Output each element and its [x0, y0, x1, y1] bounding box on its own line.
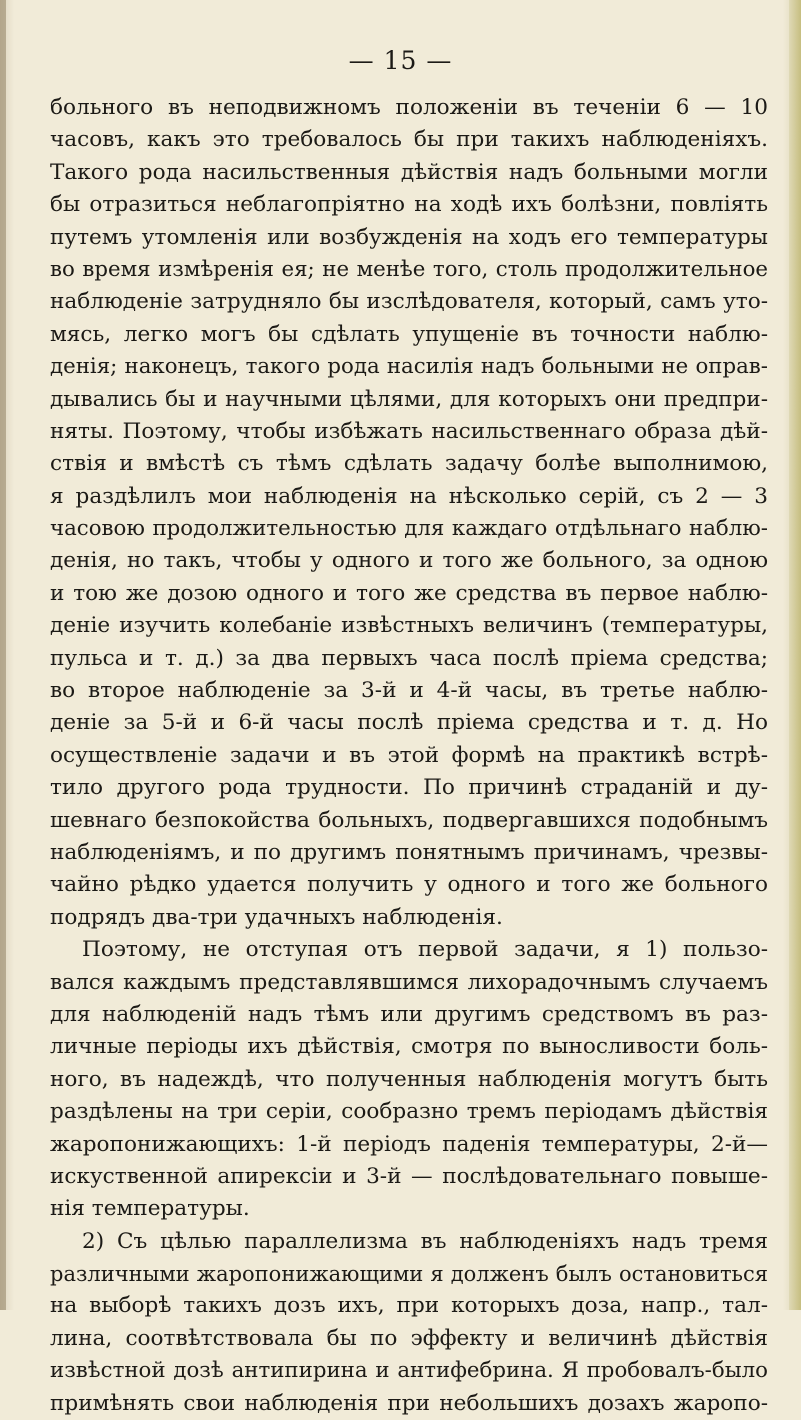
text-line: дывались бы и научными цѣлями, для которыхъ они предпри-: [50, 386, 768, 412]
text-line: на выборѣ такихъ дозъ ихъ, при которыхъ доза, напр., тал-: [50, 1293, 768, 1319]
text-line: нія температуры.: [50, 1196, 250, 1222]
text-line: деніе за 5-й и 6-й часы послѣ пріема средства и т. д. Но: [50, 710, 768, 736]
text-line: ного, въ надеждѣ, что полученныя наблюденія могутъ быть: [50, 1066, 768, 1092]
text-line: подрядъ два-три удачныхъ наблюденія.: [50, 904, 503, 930]
text-line: жаропонижающихъ: 1-й періодъ паденія температуры, 2-й—: [50, 1131, 768, 1157]
text-line: во второе наблюденіе за 3-й и 4-й часы, въ третье наблю-: [50, 678, 768, 704]
text-line: больного въ неподвижномъ положеніи въ теченіи 6 — 10: [50, 95, 768, 120]
text-line: извѣстной дозѣ антипирина и антифебрина. Я пробовалъ-было: [50, 1358, 768, 1384]
body-text: [50, 92, 768, 1420]
page-left-edge: [0, 0, 6, 1310]
text-line: и тою же дозою одного и того же средства въ первое наблю-: [50, 580, 768, 606]
text-line: мясь, легко могъ бы сдѣлать упущеніе въ точности наблю-: [50, 321, 768, 347]
text-line: личные періоды ихъ дѣйствія, смотря по выносливости боль-: [50, 1034, 768, 1060]
text-line: деніе изучить колебаніе извѣстныхъ величинъ (температуры,: [50, 613, 768, 639]
text-line: различными жаропонижающими я долженъ былъ остановиться: [50, 1262, 768, 1287]
text-line: чайно рѣдко удается получить у одного и того же больного: [50, 872, 768, 898]
text-line: искуственной апирексіи и 3-й — послѣдовательнаго повыше-: [50, 1163, 768, 1189]
text-line: наблюденіямъ, и по другимъ понятнымъ причинамъ, чрезвы-: [50, 839, 768, 865]
text-line: 2) Съ цѣлью параллелизма въ наблюденіяхъ надъ тремя: [82, 1228, 768, 1254]
text-line: денія; наконецъ, такого рода насилія надъ больными не оправ-: [50, 354, 768, 380]
text-line: няты. Поэтому, чтобы избѣжать насильственнаго образа дѣй-: [50, 418, 768, 444]
text-line: путемъ утомленія или возбужденія на ходъ его температуры: [50, 224, 768, 250]
text-line: тило другого рода трудности. По причинѣ страданій и ду-: [50, 775, 768, 801]
text-line: денія, но такъ, чтобы у одного и того же больного, за одною: [50, 548, 768, 574]
page-number: — 15 —: [348, 46, 453, 75]
text-line: осуществленіе задачи и въ этой формѣ на практикѣ встрѣ-: [50, 742, 768, 768]
text-line: часовъ, какъ это требовалось бы при такихъ наблюденіяхъ.: [50, 127, 768, 153]
text-line: я раздѣлилъ мои наблюденія на нѣсколько серій, съ 2 — 3: [50, 483, 768, 509]
text-line: Такого рода насильственныя дѣйствія надъ больными могли: [50, 159, 768, 185]
text-line: наблюденіе затрудняло бы изслѣдователя, который, самъ уто-: [50, 289, 768, 315]
text-line: раздѣлены на три серіи, сообразно тремъ періодамъ дѣйствія: [50, 1099, 768, 1125]
text-line: часовою продолжительностью для каждаго отдѣльнаго наблю-: [50, 516, 768, 542]
text-line: примѣнять свои наблюденія при небольшихъ дозахъ жаропо-: [50, 1390, 768, 1416]
page-right-edge: [789, 0, 801, 1310]
text-line: во время измѣренія ея; не менѣе того, столь продолжительное: [50, 256, 768, 282]
text-line: вался каждымъ представлявшимся лихорадочнымъ случаемъ: [50, 969, 768, 995]
text-line: бы отразиться неблагопріятно на ходѣ ихъ болѣзни, повліять: [50, 192, 768, 218]
text-line: Поэтому, не отступая отъ первой задачи, я 1) пользо-: [82, 937, 768, 963]
text-line: пульса и т. д.) за два первыхъ часа послѣ пріема средства;: [50, 645, 768, 671]
text-line: для наблюденій надъ тѣмъ или другимъ средствомъ въ раз-: [50, 1001, 768, 1027]
text-line: ствія и вмѣстѣ съ тѣмъ сдѣлать задачу болѣе выполнимою,: [50, 451, 768, 477]
text-line: лина, соотвѣтствовала бы по эффекту и величинѣ дѣйствія: [50, 1325, 768, 1351]
text-line: шевнаго безпокойства больныхъ, подвергавшихся подобнымъ: [50, 807, 768, 833]
